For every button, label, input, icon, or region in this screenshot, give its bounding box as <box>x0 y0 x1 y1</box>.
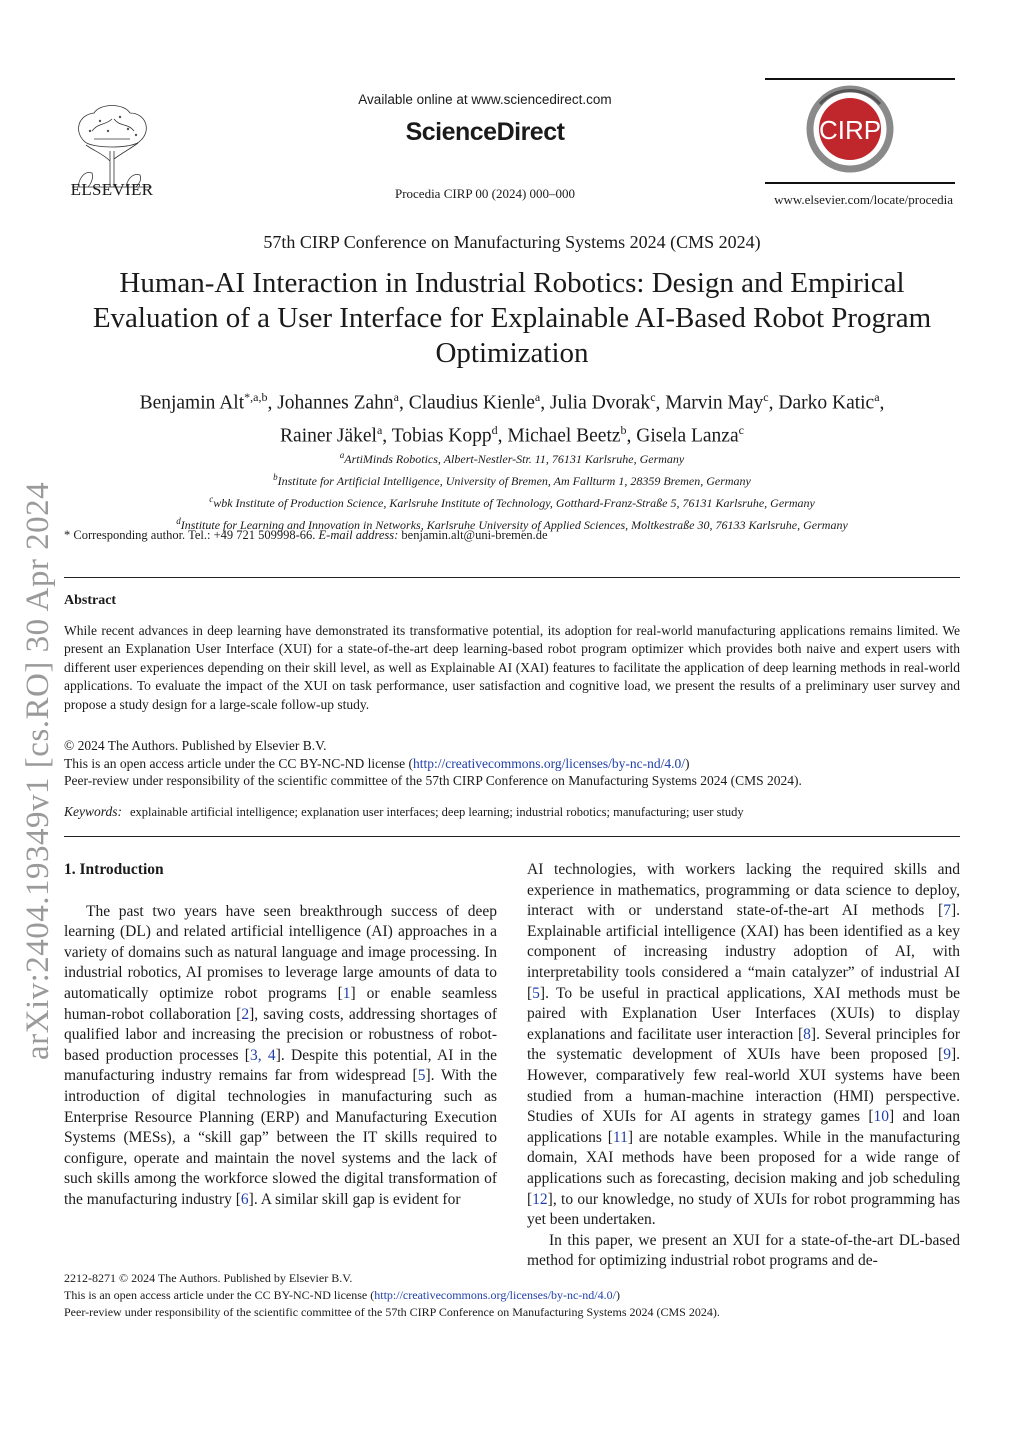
author-name: Julia Dvorak <box>550 392 651 414</box>
intro-paragraph-1-continued <box>527 860 960 1231</box>
text-run: ] and loan applications [ <box>527 1108 960 1146</box>
citation-link[interactable]: 9 <box>943 1046 951 1064</box>
author-name: Marvin May <box>665 392 764 414</box>
author-affiliation-marker: a <box>534 390 541 404</box>
author-name: Johannes Zahn <box>277 392 394 414</box>
abstract-heading: Abstract <box>64 593 117 608</box>
section-heading-introduction: 1. Introduction <box>64 861 164 878</box>
citation-link[interactable]: 12 <box>532 1190 548 1208</box>
affiliation-text: wbk Institute of Production Science, Karlsruhe Institute of Technology, Gotthard-Franz-Straße 5, 76131 Karlsruhe, Germany <box>213 496 815 510</box>
citation-link[interactable]: 1 <box>342 984 351 1002</box>
affiliation-key: a <box>339 450 345 460</box>
journal-citation: Procedia CIRP 00 (2024) 000–000 <box>394 186 576 201</box>
text-run: ] or enable seamless human-robot collaboration [ <box>64 984 497 1023</box>
footer-issn-line: 2212-8271 © 2024 The Authors. Published by Elsevier B.V. <box>64 1271 353 1285</box>
cirp-logo-text: CIRP <box>818 115 882 145</box>
affiliation-text: Institute for Learning and Innovation in Networks, Karlsruhe University of Applied Sciences, Moltkestraße 30, 76133 Karlsruhe, Germany <box>180 518 848 532</box>
text-run: ]. To be useful in practical applications, XAI methods must be paired with Explanation User Interfaces (XUIs) to display explanations and facilitate user interaction [ <box>527 984 960 1043</box>
author-affiliation-marker: c <box>738 422 744 437</box>
author-affiliation-marker: *,a,b <box>244 390 268 404</box>
author-affiliation-marker: c <box>763 390 769 404</box>
intro-paragraph-1 <box>64 902 497 1211</box>
abstract-bottom-rule <box>64 836 960 837</box>
author-affiliation-marker: a <box>393 390 399 404</box>
text-run: ], saving costs, addressing shortages of qualified labor and increasing the precision or robustness of robot-based production processes [ <box>64 1005 497 1064</box>
affiliation-key: b <box>273 472 278 482</box>
text-run: ] are notable examples. While in the manufacturing domain, XAI methods have been proposed for a wide range of applications such as forecasting, decision making and job scheduling [ <box>527 1128 960 1208</box>
text-run: ]. Explainable artificial intelligence (XAI) has been identified as a key component of increasing industry adoption of AI, with interpretability tools considered a “main catalyzer” of industrial AI [ <box>527 902 960 1002</box>
text-run: AI technologies, with workers lacking the required skills and experience in mathematics, programming or data science to deploy, interact with or understand state-of-the-art AI methods [ <box>527 861 960 920</box>
author-affiliation-marker: b <box>620 422 627 437</box>
elsevier-url[interactable]: www.elsevier.com/locate/procedia <box>774 192 953 207</box>
author-name: Michael Beetz <box>507 425 621 446</box>
author-affiliation-marker: a <box>874 390 880 404</box>
citation-link[interactable]: 8 <box>803 1025 811 1043</box>
corresponding-prefix: * Corresponding author. Tel.: +49 721 509998-66. <box>64 528 316 542</box>
keywords-label: Keywords: <box>64 804 122 819</box>
license-suffix: ) <box>684 755 690 771</box>
intro-paragraph-2: In this paper, we present an XUI for a state-of-the-art DL-based method for optimizing industrial robot programs and de- <box>527 1231 960 1270</box>
text-run: ]. A similar skill gap is evident for <box>248 1190 461 1208</box>
copyright-block <box>64 737 960 790</box>
author-name: Gisela Lanza <box>636 425 739 446</box>
affiliation-key: d <box>176 516 181 526</box>
abstract-top-rule <box>64 577 960 578</box>
affiliation-key: c <box>209 494 214 504</box>
peer-review-line: Peer-review under responsibility of the scientific committee of the 57th CIRP Conference on Manufacturing Systems 2024 (CMS 2024). <box>64 773 802 789</box>
text-run: ]. However, comparatively few real-world XUI systems have been studied from a human-machine interaction (HMI) perspective. Studies of XUIs for AI agents in strategy games [ <box>527 1046 960 1126</box>
affiliation-line <box>64 468 960 490</box>
footer-license-link[interactable]: http://creativecommons.org/licenses/by-nc-nd/4.0/ <box>374 1288 616 1302</box>
email-label: E-mail address: <box>318 528 399 542</box>
citation-link[interactable]: 7 <box>943 902 951 920</box>
affiliation-list <box>64 446 960 534</box>
author-affiliation-marker: a <box>376 422 383 437</box>
author-name: Claudius Kienle <box>408 392 535 414</box>
affiliation-line <box>64 446 960 468</box>
conference-name: 57th CIRP Conference on Manufacturing Systems 2024 (CMS 2024) <box>263 232 761 252</box>
author-list: Benjamin Alt$^{*,a,b}$, Johannes Zahn$^a$, Claudius Kienle$^a$, Julia Dvorak$^c$, Marvin May$^c$, Darko Katic$^a$, Rainer Jäkel$^a$, Tobias Kopp$^d$, Michael Beetz$^b$, Gisela Lanza$^c$ <box>139 390 885 446</box>
affiliation-text: ArtiMinds Robotics, Albert-Nestler-Str. 11, 76131 Karlsruhe, Germany <box>344 452 685 466</box>
text-run: ]. Several principles for the systematic development of XUIs have been proposed [ <box>527 1025 960 1064</box>
footer-license-prefix: This is an open access article under the CC BY-NC-ND license ( <box>64 1288 375 1302</box>
footer-notice <box>64 1270 960 1321</box>
author-name: Darko Katic <box>778 392 875 414</box>
text-run: ]. With the introduction of digital technologies in manufacturing such as Enterprise Resource Planning (ERP) and Manufacturing Execution Systems (MESs), a “skill gap” between the IT skills required to configure, operate and maintain the novel systems and the lack of such skills among the workforce slowed the digital transformation of the manufacturing industry [ <box>64 1067 497 1208</box>
keywords-text: explainable artificial intelligence; explanation user interfaces; deep learning; industrial robotics; manufacturing; user study <box>130 805 744 819</box>
text-run: ]. Despite this potential, AI in the manufacturing industry remains far from widespread [ <box>64 1046 498 1085</box>
footer-license-line <box>64 1287 960 1304</box>
sciencedirect-brand: ScienceDirect <box>405 118 565 146</box>
citation-link[interactable]: 10 <box>873 1108 890 1126</box>
citation-link[interactable]: 11 <box>612 1128 628 1146</box>
author-name: Tobias Kopp <box>391 425 492 446</box>
arxiv-stamp[interactable]: arXiv:2404.19349v1 [cs.RO] 30 Apr 2024 <box>20 481 56 1060</box>
corresponding-email[interactable]: benjamin.alt@uni-bremen.de <box>401 528 548 542</box>
author-affiliation-marker: c <box>650 390 656 404</box>
paper-title: Human-AI Interaction in Industrial Robotics: Design and Empirical Evaluation of a User Interface for Explainable AI-Based Robot Program Optimization <box>92 267 932 369</box>
affiliation-text: Institute for Artificial Intelligence, University of Bremen, Am Fallturm 1, 28359 Bremen, Germany <box>277 474 751 488</box>
elsevier-wordmark: ELSEVIER <box>70 180 154 199</box>
cirp-logo <box>800 84 900 174</box>
citation-link[interactable]: 6 <box>240 1190 249 1208</box>
right-column <box>527 860 960 1272</box>
license-line <box>64 755 960 773</box>
citation-link[interactable]: 5 <box>532 984 540 1002</box>
author-name: Benjamin Alt <box>139 392 245 414</box>
citation-link[interactable]: 3, 4 <box>249 1046 276 1064</box>
footer-peer-review-line: Peer-review under responsibility of the scientific committee of the 57th CIRP Conference on Manufacturing Systems 2024 (CMS 2024). <box>64 1305 720 1319</box>
left-column <box>64 860 497 1211</box>
license-link[interactable]: http://creativecommons.org/licenses/by-nc-nd/4.0/ <box>413 755 685 771</box>
text-run: The past two years have seen breakthrough success of deep learning (DL) and related artificial intelligence (AI) approaches in a variety of domains such as natural language and image processing. In industrial robotics, AI promises to leverage large amounts of data to automatically optimize robot programs [ <box>64 902 497 1002</box>
corresponding-author <box>64 528 960 543</box>
citation-link[interactable]: 5 <box>417 1067 426 1085</box>
citation-link[interactable]: 2 <box>241 1005 250 1023</box>
footer-license-suffix: ) <box>615 1288 620 1302</box>
copyright-line: © 2024 The Authors. Published by Elsevier B.V. <box>64 738 327 753</box>
available-online-text: Available online at www.sciencedirect.com <box>358 92 612 107</box>
author-name: Rainer Jäkel <box>280 425 377 446</box>
keywords-line <box>64 804 960 820</box>
license-prefix: This is an open access article under the CC BY-NC-ND license ( <box>64 755 414 771</box>
affiliation-line <box>64 490 960 512</box>
abstract-body: While recent advances in deep learning have demonstrated its transformative potential, its adoption for real-world manufacturing applications remains limited. We present an Explanation User Interface (XUI) for a state-of-the-art deep learning-based robot program optimizer which provides both naive and expert users with different user experiences depending on their skill level, as well as Explainable AI (XAI) features to facilitate the application of deep learning methods in real-world applications. To evaluate the impact of the XUI on task performance, user satisfaction and cognitive load, we present the results of a preliminary user survey and propose a study design for a large-scale follow-up study. <box>64 623 960 712</box>
text-run: ], to our knowledge, no study of XUIs for robot programming has yet been undertaken. <box>527 1190 960 1229</box>
author-affiliation-marker: d <box>491 422 498 437</box>
